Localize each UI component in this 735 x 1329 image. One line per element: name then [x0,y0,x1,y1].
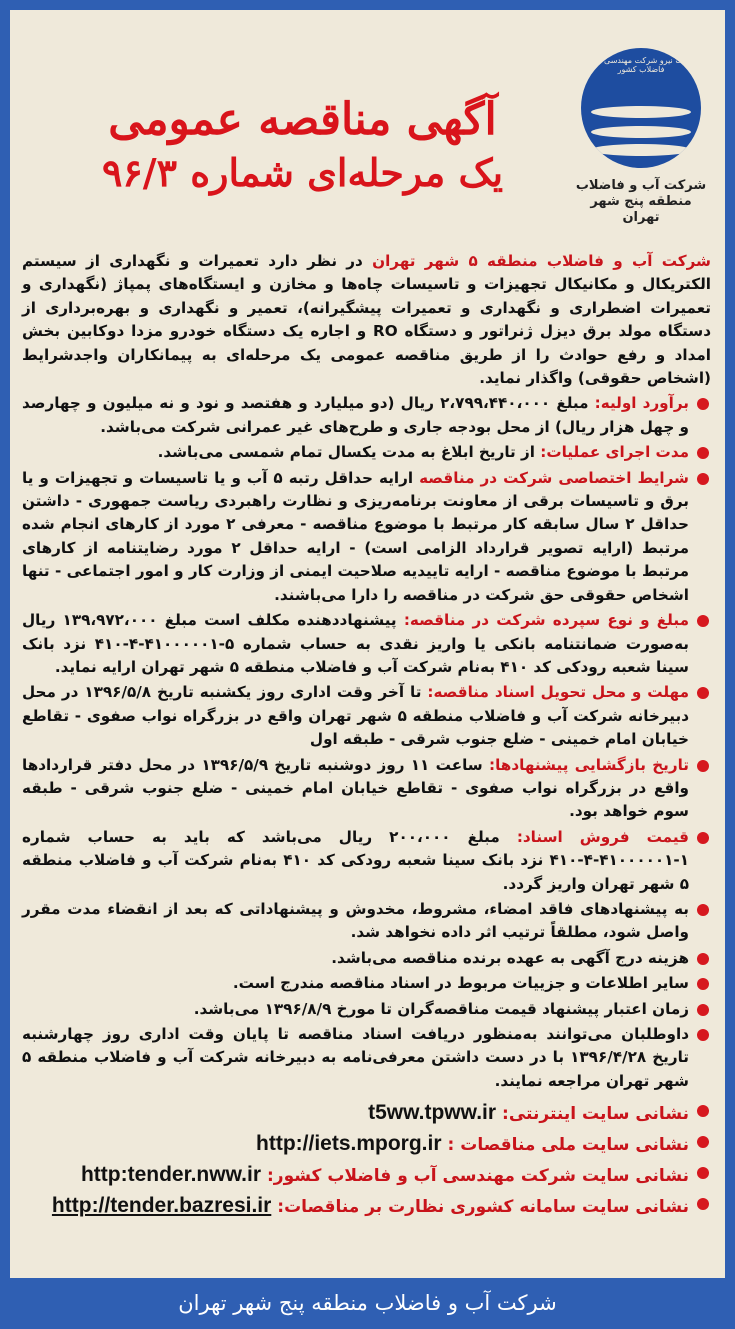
site-item: نشانی سایت ملی مناقصات :http://iets.mporg.ir [22,1130,711,1159]
website-list [22,1099,711,1221]
section-price: قیمت فروش اسناد: مبلغ ۲۰۰،۰۰۰ ریال می‌باشد که باید به حساب شماره ۱-۴۱۰۰۰۰۰۱-۴-۴۱۰ نزد بانک سینا شعبه رودکی کد ۴۱۰ به‌نام شرکت آب و فاضلاب منطقه ۵ شهر تهران واریز گردد. [22,826,711,896]
site-item: نشانی سایت شرکت مهندسی آب و فاضلاب کشور:http:tender.nww.ir [22,1161,711,1190]
section-deadline: مهلت و محل تحویل اسناد مناقصه: تا آخر وقت اداری روز یکشنبه تاریخ ۱۳۹۶/۵/۸ در محل دبیرخانه شرکت آب و فاضلاب منطقه ۵ شهر تهران واقع در بزرگراه نواب صفوی - تقاطع خیابان امام خمینی - ضلع جنوب شرقی - طبقه اول [22,681,711,751]
section-applicants: داوطلبان می‌توانند به‌منظور دریافت اسناد مناقصه تا پایان وقت اداری روز چهارشنبه تاریخ ۱۳۹۶/۴/۲۸ با در دست داشتن معرفی‌نامه به دبیرخانه شرکت آب و فاضلاب منطقه ۵ شهر تهران مراجعه نمایند. [22,1023,711,1093]
ad-paper [10,10,725,1278]
bullet-icon [697,615,709,627]
section-conditions: شرایط اختصاصی شرکت در مناقصه ارایه حداقل رتبه ۵ آب و یا تاسیسات و تجهیزات و یا برق و تاسیسات برقی از معاونت برنامه‌ریزی و نظارت راهبردی ریاست جمهوری - داشتن حداقل ۲ سال سابقه کار مرتبط با موضوع مناقصه - معرفی ۲ مورد از کارهای انجام شده مرتبط (ارایه تصویر قرارداد الزامی است) - ارایه حداقل ۲ مورد رضایتنامه از کارهای مرتبط با موضوع مناقصه - ارایه تاییدیه صلاحیت ایمنی از وزارت کار و امور اجتماعی - تنها اشخاص حقوقی حق شرکت در مناقصه را دارا می‌باشند. [22,467,711,607]
bullet-icon [697,447,709,459]
bullet-icon [697,1136,709,1148]
site-link[interactable]: http://tender.bazresi.ir [51,1194,272,1218]
ad-body [10,250,725,1221]
section-invalid-bids: به پیشنهادهای فاقد امضاء، مشروط، مخدوش و پیشنهاداتی که بعد از انقضاء مدت مقرر واصل شود، مطلقاً ترتیب اثر داده نخواهد شد. [22,898,711,945]
section-deposit: مبلغ و نوع سپرده شرکت در مناقصه: پیشنهاددهنده مکلف است مبلغ ۱۳۹،۹۷۲،۰۰۰ ریال به‌صورت ضمانتنامه بانکی یا واریز نقدی به حساب شماره ۵-۴۱۰۰۰۰۰۱-۴-۴۱۰ نزد بانک سینا شعبه رودکی کد ۴۱۰ به‌نام شرکت آب و فاضلاب منطقه ۵ شهر تهران ارایه نماید. [22,609,711,679]
bullet-icon [697,687,709,699]
bullet-icon [697,1029,709,1041]
intro-text: در نظر دارد تعمیرات و نگهداری از سیستم الکتریکال و مکانیکال تجهیزات و تاسیسات چاه‌ها و مخازن و ایستگاه‌های پمپاژ (نگهداری و تعمیرات اضطراری و نگهداری و تعمیرات پیشگیرانه)، تعمیر و نگهداری و بهره‌برداری از دستگاه مولد برق دیزل ژنراتور و دستگاه RO و اجاره یک دستگاه خودرو مزدا دوکابین بخش امداد و رفع حوادث را از طریق مناقصه عمومی یک مرحله‌ای به پیمانکاران واجدشرایط (اشخاص حقوقی) واگذار نماید. [22,252,711,388]
section-ad-cost: هزینه درج آگهی به عهده برنده مناقصه می‌باشد. [22,947,711,970]
ad-header [10,10,725,250]
bullet-icon [697,832,709,844]
site-link[interactable]: t5ww.tpww.ir [368,1101,497,1125]
section-duration: مدت اجرای عملیات: از تاریخ ابلاغ به مدت یکسال تمام شمسی می‌باشد. [22,441,711,464]
bullet-icon [697,473,709,485]
bullet-icon [697,1105,709,1117]
section-other-info: سایر اطلاعات و جزییات مربوط در اسناد مناقصه مندرج است. [22,972,711,995]
ad-title [50,92,555,198]
section-validity: زمان اعتبار پیشنهاد قیمت مناقصه‌گران تا مورخ ۱۳۹۶/۸/۹ می‌باشد. [22,998,711,1021]
title-line-1: آگهی مناقصه عمومی [108,94,497,145]
bullet-icon [697,953,709,965]
water-drop-icon [581,48,701,168]
bullet-icon [697,760,709,772]
title-line-2: یک مرحله‌ای شماره ۹۶/۳ [101,150,504,195]
site-item: نشانی سایت سامانه کشوری نظارت بر مناقصات:http://tender.bazresi.ir [22,1192,711,1221]
company-logo [571,24,711,250]
bullet-icon [697,398,709,410]
bullet-icon [697,978,709,990]
bullet-icon [697,904,709,916]
site-link[interactable]: http://iets.mporg.ir [256,1132,442,1156]
intro-company: شرکت آب و فاضلاب منطقه ۵ شهر تهران [372,252,711,270]
site-link[interactable]: http:tender.nww.ir [80,1163,261,1187]
site-item: نشانی سایت اینترنتی:t5ww.tpww.ir [22,1099,711,1128]
section-estimate: برآورد اولیه: مبلغ ۲،۷۹۹،۴۴۰،۰۰۰ ریال (دو میلیارد و هفتصد و نود و نه میلیون و چهارصد و چهل هزار ریال) از محل بودجه جاری و طرح‌های غیر عمرانی شرکت می‌باشد. [22,392,711,439]
footer-company-name: شرکت آب و فاضلاب منطقه پنج شهر تهران [178,1291,557,1315]
logo-company-name: شرکت آب و فاضلاب منطقه پنج شهر تهران [575,178,707,225]
bullet-icon [697,1167,709,1179]
bullet-icon [697,1198,709,1210]
bullet-icon [697,1004,709,1016]
intro-paragraph [22,250,711,390]
section-opening: تاریخ بازگشایی پیشنهادها: ساعت ۱۱ روز دوشنبه تاریخ ۱۳۹۶/۵/۹ در محل دفتر قراردادها واقع در بزرگراه نواب صفوی - تقاطع خیابان امام خمینی - ضلع جنوب شرقی - طبقه سوم خواهد بود. [22,754,711,824]
logo-caption: وزارت نیرو شرکت مهندسی آب و فاضلاب کشور [585,56,697,74]
